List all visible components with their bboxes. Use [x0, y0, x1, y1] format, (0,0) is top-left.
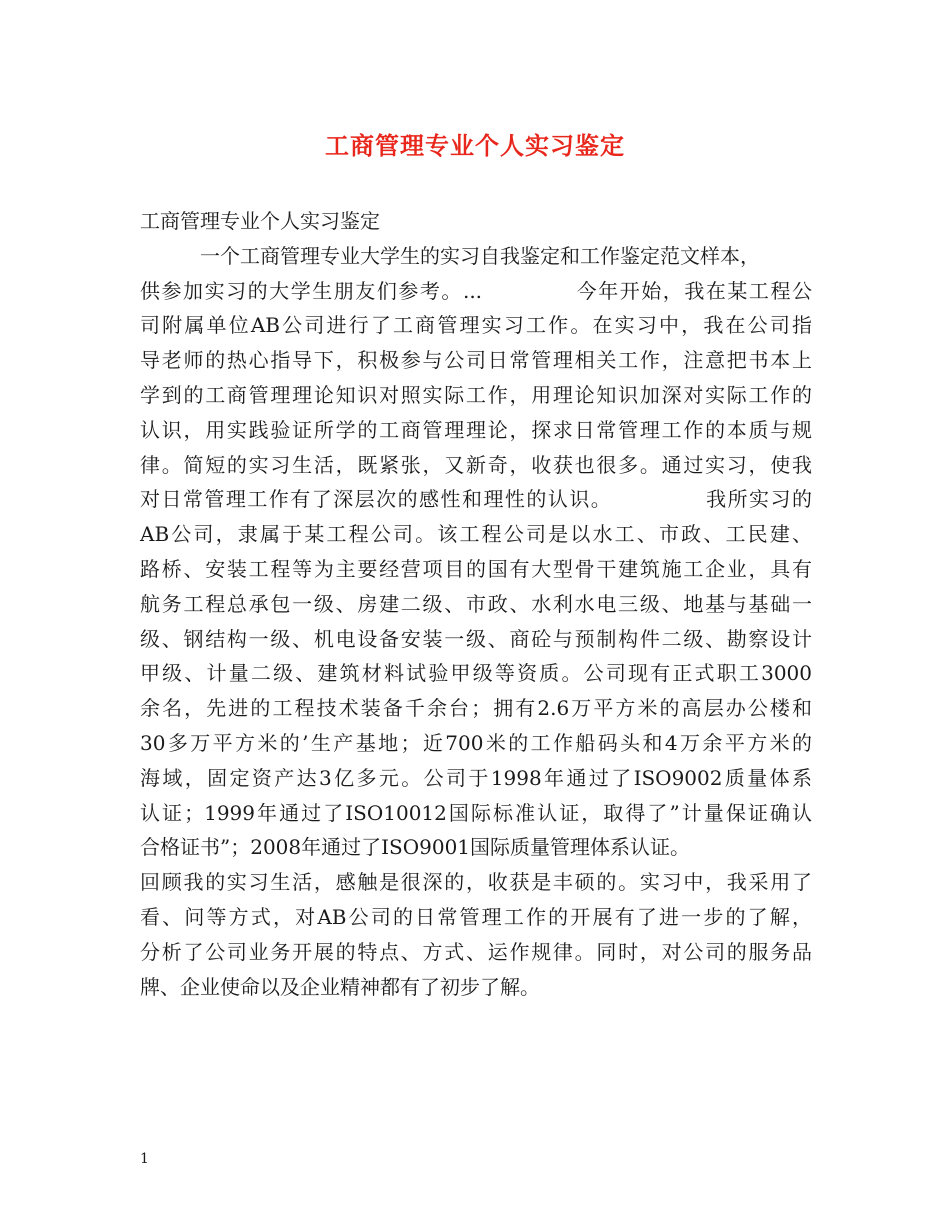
body-line: 导老师的热心指导下，积极参与公司日常管理相关工作，注意把书本上 [140, 348, 812, 373]
body-line: 司附属单位AB公司进行了工商管理实习工作。在实习中，我在公司指 [140, 313, 812, 338]
body-line: 律。简短的实习生活，既紧张，又新奇，收获也很多。通过实习，使我 [140, 452, 812, 477]
body-line: 甲级、计量二级、建筑材料试验甲级等资质。公司现有正式职工3000 [140, 661, 812, 686]
document-title: 工商管理专业个人实习鉴定 [325, 131, 625, 160]
body-line: 航务工程总承包一级、房建二级、市政、水利水电三级、地基与基础一 [140, 591, 812, 616]
body-line: 合格证书”；2008年通过了ISO9001国际质量管理体系认证。 [140, 835, 691, 860]
body-line: 工商管理专业个人实习鉴定 [140, 209, 380, 233]
body-line: 看、问等方式，对AB公司的日常管理工作的开展有了进一步的了解， [140, 904, 812, 929]
body-line: AB公司，隶属于某工程公司。该工程公司是以水工、市政、工民建、 [140, 522, 812, 547]
document-body [140, 204, 812, 1004]
body-line: 海域，固定资产达3亿多元。公司于1998年通过了ISO9002质量体系 [140, 765, 812, 790]
body-line: 供参加实习的大学生朋友们参考。... 今年开始，我在某工程公 [140, 278, 812, 303]
body-line: 对日常管理工作有了深层次的感性和理性的认识。 我所实习的 [140, 487, 812, 512]
body-line: 路桥、安装工程等为主要经营项目的国有大型骨干建筑施工企业，具有 [140, 556, 812, 581]
body-line: 分析了公司业务开展的特点、方式、运作规律。同时，对公司的服务品 [140, 939, 812, 964]
page-number: 1 [140, 1151, 149, 1167]
body-line: 认证；1999年通过了ISO10012国际标准认证，取得了”计量保证确认 [140, 800, 812, 825]
body-line: 余名，先进的工程技术装备千余台；拥有2.6万平方米的高层办公楼和 [140, 696, 812, 721]
body-line: 级、钢结构一级、机电设备安装一级、商砼与预制构件二级、勘察设计 [140, 626, 812, 651]
body-line: 30多万平方米的’生产基地；近700米的工作船码头和4万余平方米的 [140, 730, 812, 755]
body-line: 回顾我的实习生活，感触是很深的，收获是丰硕的。实习中，我采用了 [140, 870, 812, 895]
body-line: 一个工商管理专业大学生的实习自我鉴定和工作鉴定范文样本， [200, 243, 760, 268]
body-line: 认识，用实践验证所学的工商管理理论，探求日常管理工作的本质与规 [140, 417, 812, 442]
body-line: 牌、企业使命以及企业精神都有了初步了解。 [140, 974, 540, 999]
body-line: 学到的工商管理理论知识对照实际工作，用理论知识加深对实际工作的 [140, 382, 812, 407]
